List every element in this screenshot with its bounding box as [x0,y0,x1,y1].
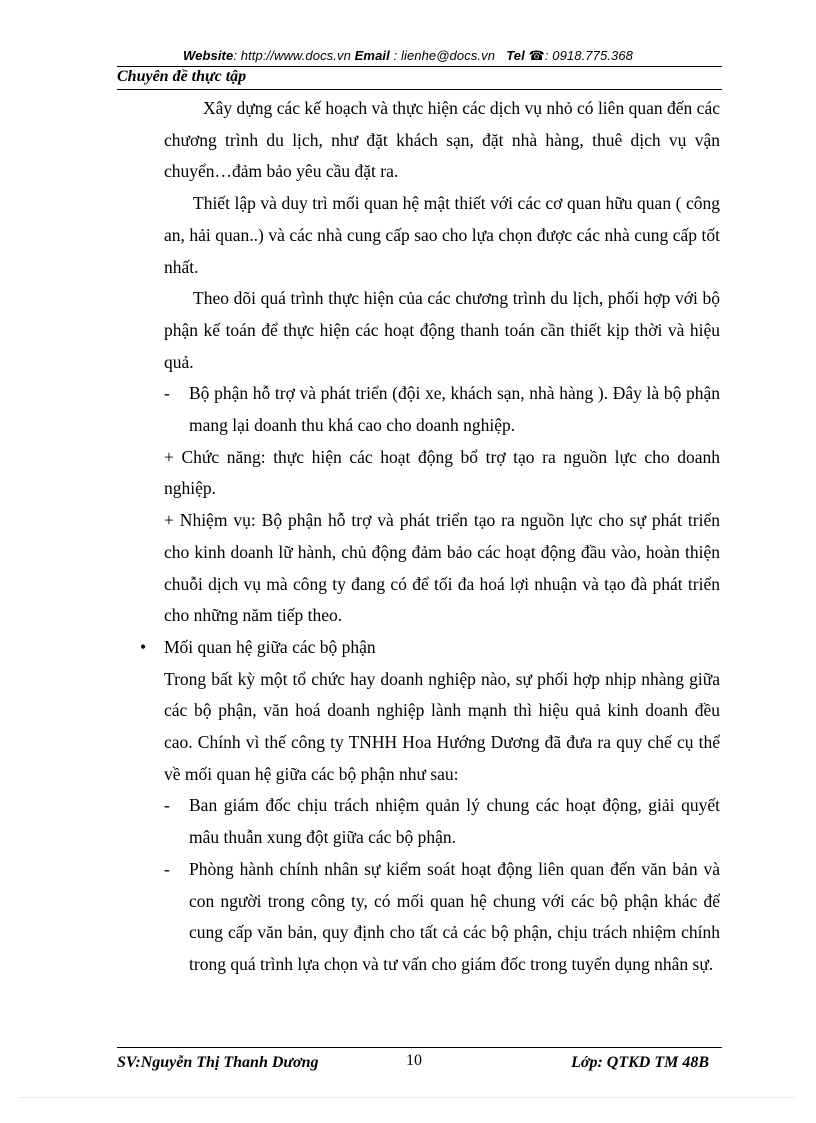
paragraph: + Chức năng: thực hiện các hoạt động bổ trợ tạo ra nguồn lực cho doanh nghiệp. [164,446,720,499]
tel-label: Tel [506,48,525,63]
dash-list-item [164,790,720,853]
paragraph: Theo dõi quá trình thực hiện của các chương trình du lịch, phối hợp với bộ phận kế toán để thực hiện các hoạt động thanh toán cần thiết kịp thời và hiệu quả. [164,288,720,372]
dash-list-item [164,854,720,981]
footer-divider [117,1047,722,1048]
header-contact-line [0,48,816,64]
website-label: Website [183,48,234,63]
header-divider-bottom [117,89,722,90]
phone-icon: ☎ [528,48,545,63]
list-item-text: Bộ phận hỗ trợ và phát triển (đội xe, khách sạn, nhà hàng ). Đây là bộ phận mang lại doanh thu khá cao cho doanh nghiệp. [189,383,720,436]
list-item-text: Phòng hành chính nhân sự kiểm soát hoạt động liên quan đến văn bản và con người trong công ty, có mối quan hệ chung với các bộ phận khác để cung cấp văn bản, quy định cho tất cả các bộ phận, chịu trách nhiệm chính trong quá trình lựa chọn và tư vấn cho giám đốc trong tuyển dụng nhân sự. [189,858,720,974]
paragraph: Thiết lập và duy trì mối quan hệ mật thiết với các cơ quan hữu quan ( công an, hải quan..) và các nhà cung cấp sao cho lựa chọn được các nhà cung cấp tốt nhất. [164,193,720,277]
email-label: Email [354,48,390,63]
list-item-text: Ban giám đốc chịu trách nhiệm quản lý chung các hoạt động, giải quyết mâu thuẫn xung đột giữa các bộ phận. [189,795,720,848]
website-url: : http://www.docs.vn [233,48,351,63]
email-address: : lienhe@docs.vn [389,48,496,63]
header-divider-top [117,66,722,67]
page-body [140,93,720,981]
paragraph: + Nhiệm vụ: Bộ phận hỗ trợ và phát triển tạo ra nguồn lực cho sự phát triển cho kinh doanh lữ hành, chủ động đảm bảo các hoạt động đầu vào, hoàn thiện chuỗi dịch vụ mà công ty đang có để tối đa hoá lợi nhuận và tạo đà phát triển cho những năm tiếp theo. [164,510,720,626]
footer-student-name: SV:Nguyễn Thị Thanh Dương [117,1054,319,1071]
document-title: Chuyên đề thực tập [117,68,247,85]
section-heading: Mối quan hệ giữa các bộ phận [164,636,376,657]
dash-marker: - [164,383,170,404]
dash-marker: - [164,858,170,879]
paragraph: Xây dựng các kế hoạch và thực hiện các dịch vụ nhỏ có liên quan đến các chương trình du lịch, như đặt khách sạn, đặt nhà hàng, thuê dịch vụ vận chuyển…đảm bảo yêu cầu đặt ra. [164,98,720,182]
paragraph: Trong bất kỳ một tổ chức hay doanh nghiệp nào, sự phối hợp nhịp nhàng giữa các bộ phận, văn hoá doanh nghiệp lành mạnh thì hiệu quả kinh doanh đều cao. Chính vì thế công ty TNHH Hoa Hướng Dương đã đưa ra quy chế cụ thể về mối quan hệ giữa các bộ phận như sau: [164,668,720,784]
dash-list-item [164,378,720,441]
footer-class: Lớp: QTKD TM 48B [571,1054,709,1071]
dash-marker: - [164,795,170,816]
tel-number: : 0918.775.368 [544,48,633,63]
bullet-list-item [140,632,720,664]
bullet-marker: • [140,636,147,657]
page-number: 10 [406,1052,422,1069]
page-edge-dotted-line [20,1097,796,1098]
